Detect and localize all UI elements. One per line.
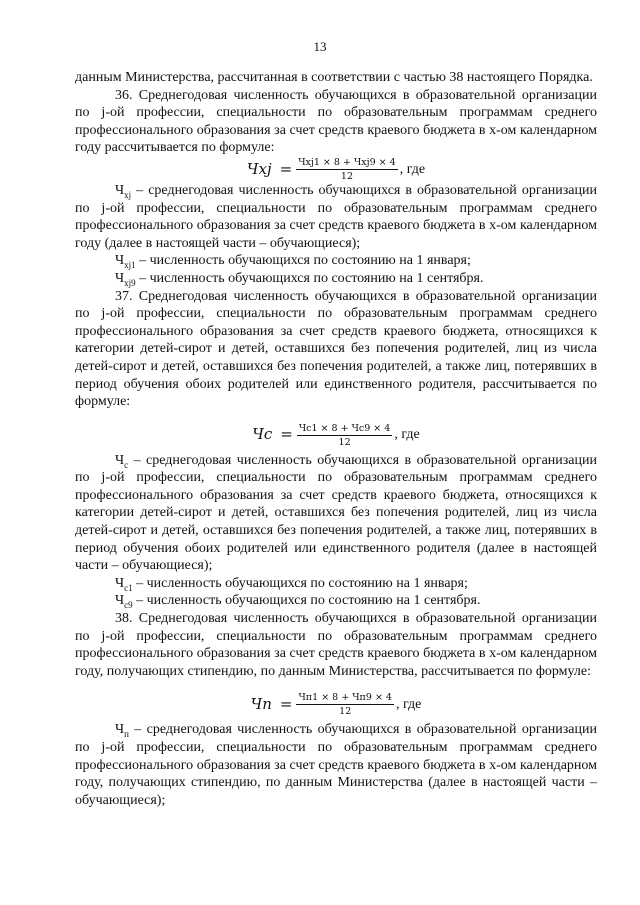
formula-equals: =	[279, 695, 293, 714]
definition-paragraph	[75, 721, 597, 809]
variable-subscript: с	[124, 459, 129, 470]
formula-numerator: Чп1 × 8 + Чп9 × 4	[298, 692, 392, 704]
definition-paragraph	[75, 182, 597, 252]
paragraph: 37. Среднегодовая численность обучающихся в образовательной организации по j-ой профессии, специальности по образовательным программам среднего профессионального образования за счет средств краевого бюджета, относящихся к категории детей-сирот и детей, оставшихся без попечения родителей, лиц из числа детей-сирот и детей, оставшихся без попечения родителей, а также лиц, потерявших в период обучения обоих родителей или единственного родителя, рассчитывается по формуле:	[75, 288, 597, 410]
formula-fraction	[297, 423, 393, 448]
paragraph: 38. Среднегодовая численность обучающихся в образовательной организации по j-ой профессии, специальности по образовательным программам среднего профессионального образования за счет средств краевого бюджета в х-ом календарном году, получающих стипендию, по данным Министерства, рассчитывается по формуле:	[75, 611, 597, 679]
definition-paragraph	[75, 575, 597, 593]
variable-subscript: xj	[124, 189, 132, 200]
formula-tail: , где	[395, 697, 422, 713]
definition-text: – численность обучающихся по состоянию на 1 января;	[135, 253, 471, 269]
variable-subscript: xj1	[124, 260, 136, 271]
definition-paragraph	[75, 252, 597, 270]
definition-paragraph	[75, 592, 597, 610]
formula-numerator: Чxj1 × 8 + Чxj9 × 4	[298, 156, 396, 168]
variable-subscript: xj9	[124, 277, 136, 288]
variable-symbol: $Ч_{с1}$	[115, 575, 133, 593]
formula	[75, 157, 597, 182]
variable-subscript: п	[124, 729, 129, 740]
formula-denominator: 12	[339, 706, 352, 718]
variable-symbol: $Ч_{xj}$	[115, 182, 132, 200]
formula	[75, 692, 597, 717]
formula-fraction	[296, 157, 397, 182]
paragraph: 36. Среднегодовая численность обучающихся в образовательной организации по j-ой профессии, специальности по образовательным программам среднего профессионального образования за счет средств краевого бюджета в х-ом календарном году рассчитывается по формуле:	[75, 87, 597, 156]
variable-symbol: $Ч_с$	[115, 452, 129, 470]
definition-paragraph	[75, 270, 597, 288]
definition-text: – среднегодовая численность обучающихся в образовательной организации по j-ой профессии, специальности по образовательным программам среднего профессионального образования за счет средств краевого бюджета в х-ом календарном году (далее в настоящей части – обучающиеся);	[75, 182, 597, 251]
formula-equals: =	[279, 159, 293, 178]
document-body	[75, 69, 597, 809]
formula-lhs: Чп	[250, 695, 272, 714]
variable-subscript: с9	[124, 600, 133, 611]
variable-symbol: $Ч_{xj9}$	[115, 270, 136, 288]
formula-tail: , где	[399, 161, 426, 177]
definition-text: – среднегодовая численность обучающихся в образовательной организации по j-ой профессии, специальности по образовательным программам среднего профессионального образования за счет средств краевого бюджета в х-ом календарном году, получающих стипендию, по данным Министерства (далее в настоящей части – обучающиеся);	[75, 722, 597, 808]
variable-symbol: $Ч_{xj1}$	[115, 253, 136, 271]
definition-text: – численность обучающихся по состоянию на 1 января;	[132, 575, 468, 591]
formula-denominator: 12	[340, 170, 353, 182]
formula-fraction	[296, 692, 394, 717]
definition-text: – численность обучающихся по состоянию на 1 сентября.	[135, 270, 484, 286]
formula	[75, 423, 597, 448]
formula-lhs: Чxj	[246, 159, 272, 178]
paragraph: данным Министерства, рассчитанная в соответствии с частью 38 настоящего Порядка.	[75, 70, 593, 85]
variable-symbol: $Ч_{с9}$	[115, 593, 133, 611]
definition-paragraph	[75, 452, 597, 575]
definition-text: – численность обучающихся по состоянию на 1 сентября.	[132, 593, 481, 609]
page-number: 13	[313, 39, 327, 54]
formula-denominator: 12	[338, 436, 351, 448]
formula-tail: , где	[394, 427, 420, 443]
variable-symbol: $Ч_п$	[115, 722, 129, 740]
definition-text: – среднегодовая численность обучающихся в образовательной организации по j-ой профессии, специальности по образовательным программам среднего профессионального образования за счет средств краевого бюджета, относящихся к категории детей-сирот и детей, оставшихся без попечения родителей, лиц из числа детей-сирот и детей, оставшихся без попечения родителей, а также лиц, потерявших в период обучения обоих родителей или единственного родителя (далее в настоящей части – обучающиеся);	[75, 452, 597, 574]
variable-subscript: с1	[124, 582, 133, 593]
formula-lhs: Чс	[252, 425, 273, 444]
formula-equals: =	[280, 425, 293, 444]
formula-numerator: Чс1 × 8 + Чс9 × 4	[298, 422, 391, 434]
